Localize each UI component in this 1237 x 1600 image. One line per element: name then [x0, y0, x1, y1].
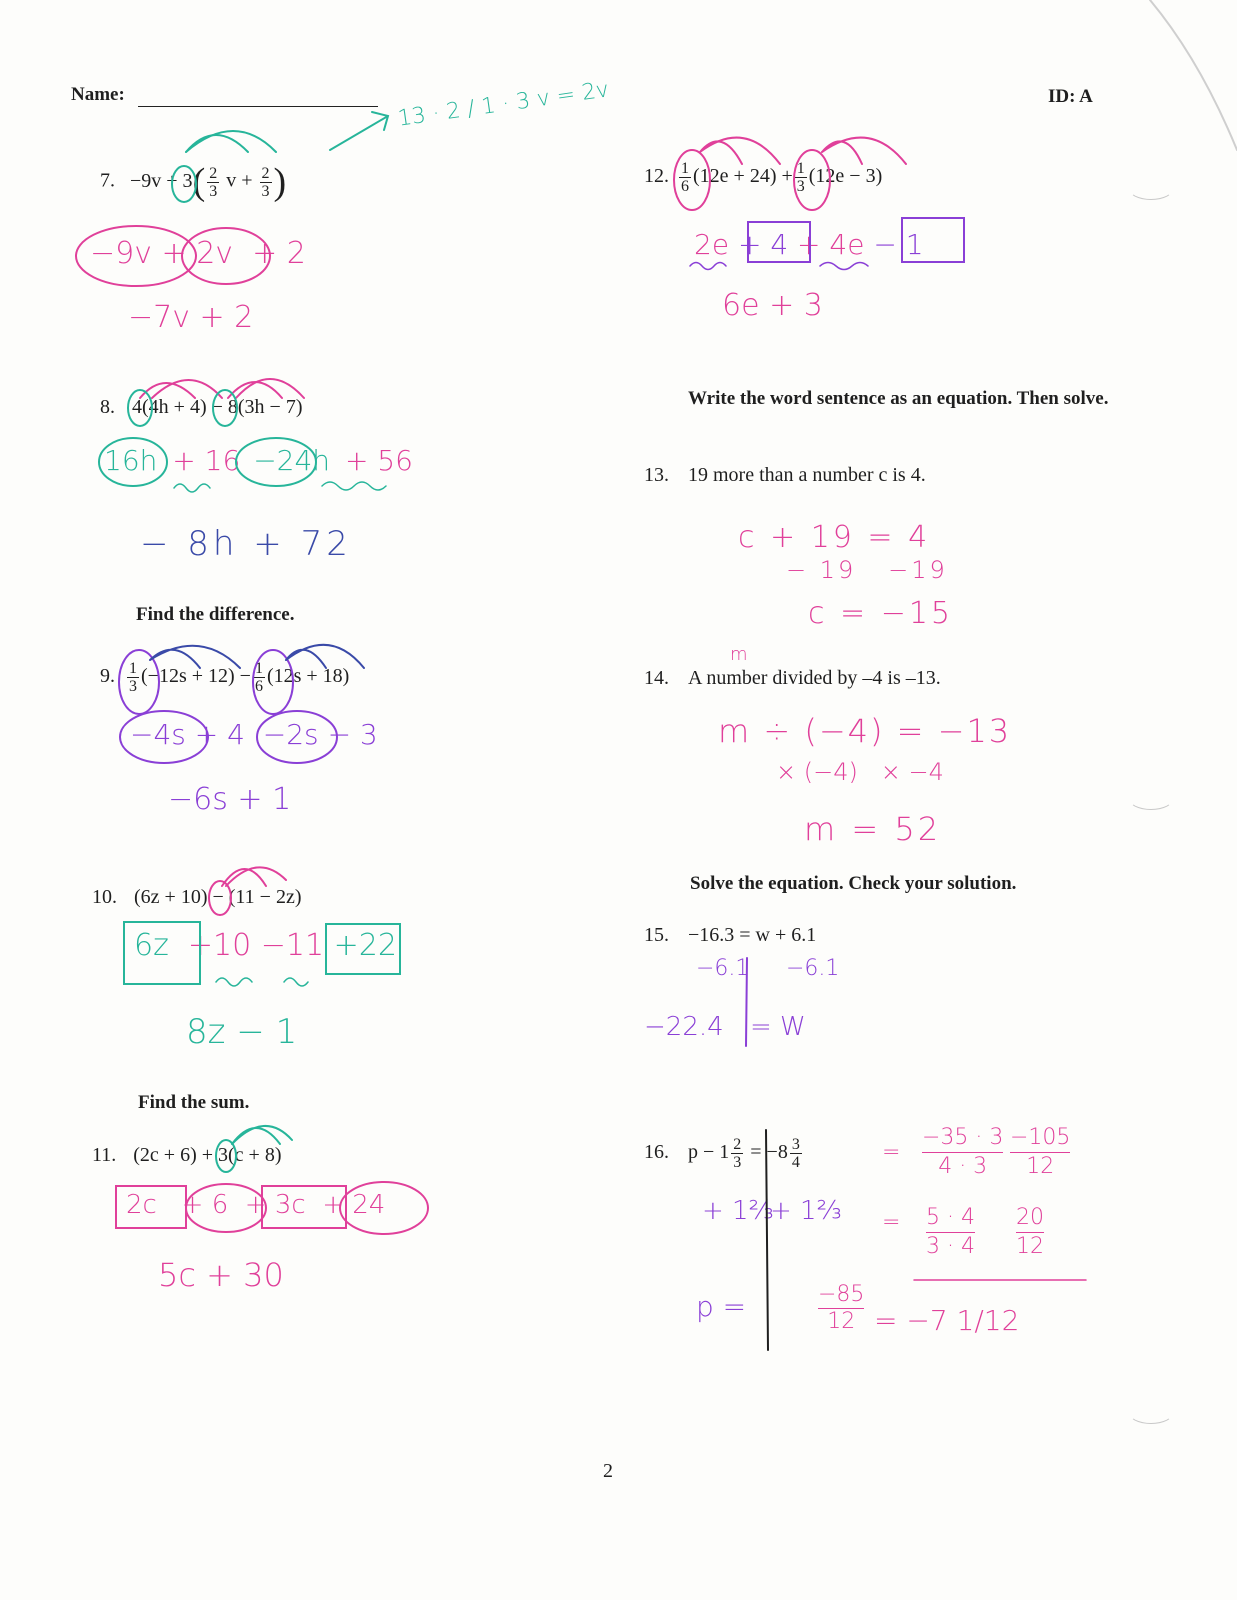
problem-13-number: 13. — [644, 464, 669, 486]
p10-circle-neg — [209, 881, 231, 915]
problem-12-post: (12e − 3) — [808, 165, 883, 188]
work-11-term-d: + 24 — [322, 1190, 386, 1220]
problem-15-expression: −16.3 = w + 6.1 — [688, 924, 817, 946]
work-8-term-a: 16h — [104, 444, 158, 477]
p7-arrow-1 — [186, 135, 248, 152]
work-12-term-a: 2e — [694, 228, 730, 261]
work-11-line2: 5c + 30 — [158, 1256, 284, 1294]
work-14-line1: m ÷ (−4) = −13 — [718, 712, 1012, 750]
problem-9-mid: (−12s + 12) − — [141, 665, 251, 688]
problem-7-number: 7. — [100, 169, 115, 192]
work-11-term-c: + 3c — [244, 1190, 306, 1220]
work-13-line1: c + 19 = 4 — [738, 520, 931, 555]
p11-arrows — [232, 1126, 292, 1144]
p10-box-6z — [124, 922, 200, 984]
problem-7-frac2-den: 3 — [261, 182, 270, 200]
p7-arrow-2 — [186, 131, 276, 152]
work-10-term-c: +22 — [333, 928, 397, 963]
work-16-side-equals-1: = — [882, 1140, 901, 1165]
work-11-term-a: 2c — [126, 1190, 157, 1220]
work-16-side-equals-2: = — [882, 1210, 901, 1235]
problem-9-frac2-num: 1 — [254, 660, 263, 677]
problem-7: 7. −9v + 3( $\frac{2}{3}$ v + $\frac{2}{3}$ ) — [100, 161, 287, 203]
problem-16-frac2-num: 3 — [791, 1136, 800, 1153]
problem-10-number: 10. — [92, 886, 117, 908]
top-note-arrow — [330, 112, 388, 150]
work-16-c2a-num: 5 · 4 — [926, 1204, 975, 1233]
id-label: ID: A — [1048, 86, 1093, 107]
work-15-result-right: = W — [750, 1012, 806, 1042]
p8-squiggle-1 — [174, 484, 210, 492]
work-12-term-b: + 4 — [737, 228, 789, 261]
problem-7-pre: −9v + 3 — [130, 169, 193, 192]
p12-arrows-a — [700, 138, 780, 164]
problem-7-frac2-num: 2 — [261, 164, 270, 182]
p11-circle-6 — [186, 1184, 266, 1232]
problem-14-number: 14. — [644, 667, 669, 689]
work-10-term-b: +10 −11 — [187, 928, 325, 963]
problem-16-number: 16. — [644, 1141, 669, 1164]
work-16-c1b-den: 12 — [1026, 1154, 1055, 1179]
work-7-term-c: + 2 — [252, 236, 306, 271]
p9-circle-third — [119, 650, 159, 714]
work-16-final-answer: = −7 1/12 — [874, 1304, 1020, 1337]
p12-squiggles — [690, 263, 868, 270]
p8-circle-24h — [236, 438, 316, 486]
work-16-c2a-den: 3 · 4 — [926, 1234, 975, 1259]
problem-9-frac1-num: 1 — [129, 660, 137, 677]
p8-arrows-b — [228, 379, 304, 398]
work-9-term-d: − 3 — [327, 718, 378, 751]
work-7-term-b: + 2v — [161, 236, 234, 271]
p15-divider — [746, 958, 747, 1046]
problem-7-mid: v + — [226, 169, 253, 192]
work-8-line2: − 8h + 72 — [140, 524, 352, 564]
name-label: Name: — [71, 84, 125, 105]
problem-7-frac1-num: 2 — [209, 164, 218, 182]
problem-10-expression: (6z + 10) − (11 − 2z) — [134, 886, 302, 908]
work-16-c1a-den: 4 · 3 — [938, 1154, 988, 1179]
p10-arrows — [222, 867, 286, 886]
work-8-term-c: −24h — [253, 444, 331, 477]
work-15-right-subtract: −6.1 — [786, 956, 840, 981]
p12-arrows-b — [822, 138, 906, 164]
p7-circle-9v — [76, 226, 196, 286]
work-9-term-c: −2s — [262, 718, 319, 751]
problem-7-frac1-den: 3 — [209, 182, 218, 200]
work-16-c2b-den: 12 — [1016, 1234, 1044, 1259]
p9-circle-4s — [120, 711, 208, 763]
problem-14-text: A number divided by –4 is –13. — [688, 667, 941, 689]
work-16-result-num: −85 — [818, 1282, 865, 1307]
problem-16-frac1-den: 3 — [733, 1154, 742, 1171]
p8-squiggle-2 — [322, 482, 386, 490]
problem-12-number: 12. — [644, 165, 669, 188]
work-8-term-b: + 16 — [172, 444, 241, 477]
work-16-p-equals: p = — [696, 1290, 747, 1323]
work-9-line2: −6s + 1 — [168, 782, 292, 817]
page-curl — [1150, 0, 1237, 150]
problem-9-number: 9. — [100, 665, 115, 688]
p12-box-neg1 — [902, 218, 964, 262]
p16-divider — [766, 1130, 768, 1350]
work-15-left-subtract: −6.1 — [696, 956, 750, 981]
work-10-line2: 8z − 1 — [186, 1012, 298, 1052]
work-15-result-left: −22.4 — [644, 1012, 724, 1042]
problem-16-equals: = −8 — [750, 1141, 788, 1164]
work-16-result-den: 12 — [827, 1309, 856, 1334]
work-12-line2: 6e + 3 — [722, 288, 823, 323]
problem-16-pre: p − 1 — [688, 1141, 730, 1164]
p12-circle-third — [794, 150, 830, 210]
problem-12-frac2-den: 3 — [796, 178, 805, 195]
p10-squiggles — [216, 978, 308, 986]
problem-12-mid: (12e + 24) + — [693, 165, 793, 188]
work-13-line2: − 19 −19 — [786, 556, 948, 584]
problem-16-frac2-den: 4 — [791, 1154, 800, 1171]
problem-12-frac1-den: 6 — [681, 178, 689, 195]
work-13-line3: c = −15 — [808, 596, 954, 631]
work-16-add-left: + 1⅔ — [702, 1196, 774, 1226]
problem-12-frac2-num: 1 — [796, 160, 805, 177]
work-9-term-a: −4s — [130, 718, 186, 751]
work-14-line2: × (−4) × −4 — [776, 758, 944, 786]
p11-circle-24 — [340, 1182, 428, 1234]
work-14-m-label: m — [730, 644, 748, 665]
work-7-term-a: −9v — [90, 236, 152, 271]
problem-9-frac1-den: 3 — [129, 678, 137, 695]
work-16-c2b-num: 20 — [1016, 1204, 1044, 1233]
work-16-c1b-num: −105 — [1010, 1124, 1070, 1153]
problem-16-frac1-num: 2 — [733, 1136, 742, 1153]
problem-15-number: 15. — [644, 924, 669, 946]
p12-box-4 — [748, 222, 810, 262]
work-12-term-c: + 4e — [797, 228, 865, 261]
p8-circle-16h — [99, 438, 167, 486]
problem-11-number: 11. — [92, 1144, 117, 1166]
work-10-term-a: 6z — [134, 928, 169, 963]
p8-circle-4 — [128, 390, 152, 426]
p8-arrows-a — [140, 380, 222, 398]
problem-9-post: (12s + 18) — [266, 665, 350, 688]
work-14-line3: m = 52 — [804, 810, 942, 848]
p7-circle-3 — [172, 166, 196, 202]
work-16-c1a-num: −35 · 3 — [922, 1124, 1003, 1153]
p11-box-2c — [116, 1186, 186, 1228]
problem-9-frac2-den: 6 — [254, 678, 263, 695]
problem-8-expression: 4(4h + 4) − 8(3h − 7) — [132, 396, 303, 418]
page-number: 2 — [603, 1460, 613, 1482]
instruction-find-difference: Find the difference. — [136, 604, 295, 625]
problem-13-text: 19 more than a number c is 4. — [688, 464, 926, 486]
problem-12-frac1-num: 1 — [681, 160, 689, 177]
work-12-term-d: − 1 — [873, 228, 924, 261]
top-handwritten-note: 13 · 2 / 1 · 3 v = 2v — [396, 77, 611, 132]
instruction-solve-check: Solve the equation. Check your solution. — [690, 873, 1017, 894]
p8-circle-neg8 — [213, 390, 237, 426]
p10-box-22 — [326, 924, 400, 974]
instruction-find-sum: Find the sum. — [138, 1092, 250, 1113]
p9-circle-2s — [257, 711, 337, 763]
problem-8-number: 8. — [100, 396, 115, 418]
work-8-term-d: + 56 — [344, 444, 413, 477]
p11-box-3c — [262, 1186, 346, 1228]
work-11-term-b: + 6 — [181, 1190, 229, 1220]
work-7-line2: −7v + 2 — [128, 300, 254, 335]
p12-circle-sixth — [674, 150, 710, 210]
work-16-add-right: + 1⅔ — [770, 1196, 842, 1226]
instruction-word-sentence: Write the word sentence as an equation. Then solve. — [688, 388, 1109, 409]
work-9-term-b: + 4 — [194, 718, 245, 751]
problem-11-expression: (2c + 6) + 3(c + 8) — [133, 1144, 282, 1166]
p11-circle-3 — [216, 1140, 236, 1172]
p9-arrows-b — [286, 645, 364, 668]
p9-arrows-a — [150, 646, 240, 668]
